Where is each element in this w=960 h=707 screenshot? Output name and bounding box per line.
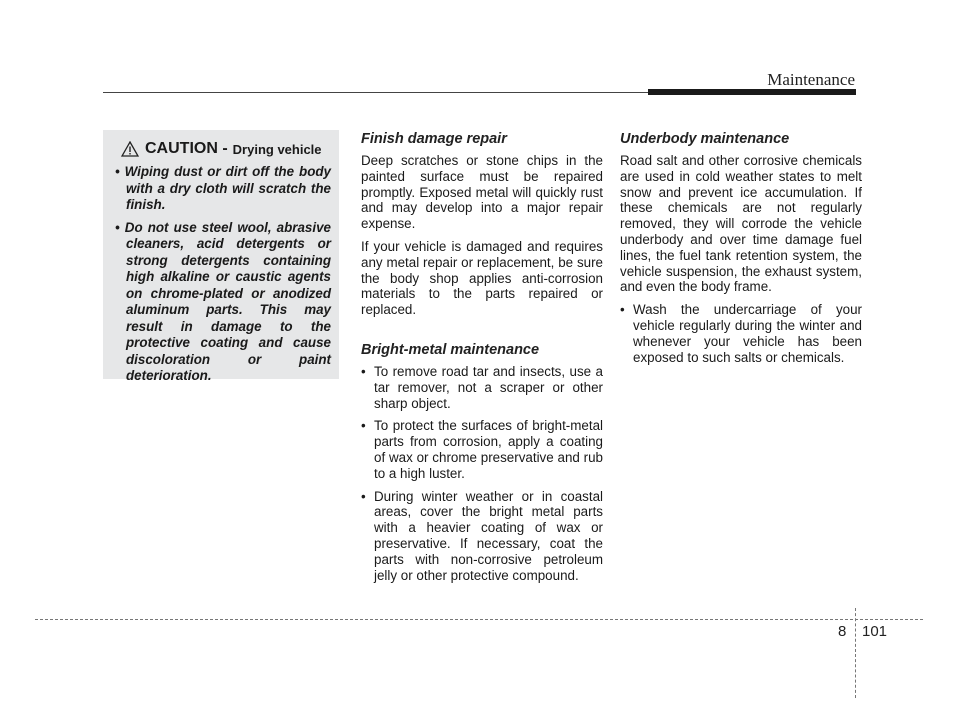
bright-metal-item [361,489,603,584]
caution-box [103,130,339,383]
warning-triangle-icon [121,141,139,157]
underbody-item [620,302,862,365]
bright-metal-item-text: To protect the surfaces of bright-metal parts from corrosion, apply a coating of wax or chrome preservative and rub to a high luster. [374,418,603,481]
finish-paragraph: If your vehicle is damaged and requires any metal repair or replacement, be sure the body shop applies anti-corrosion materials to the parts repaired or replaced. [361,238,603,318]
header-title: Maintenance [767,70,855,89]
underbody-item-text: Wash the undercarriage of your vehicle regularly during the winter and whenever your vehicle has been exposed to such salts or chemicals. [633,302,862,365]
caution-list [115,164,331,385]
caution-item: • Do not use steel wool, abrasive cleaners, acid detergents or strong detergents containing high alkaline or caustic agents on chrome-plated or anodized aluminum parts. This may result in damage to the protective coating and cause discoloration or paint deterioration. [115,219,331,383]
footer-divider [855,608,856,698]
bullet-icon: • [361,363,366,379]
bright-metal-item-text: During winter weather or in coastal areas, cover the bright metal parts with a heavier coating of wax or preservative. If necessary, coat the parts with non-corrosive petroleum jelly or other protective compound. [374,488,603,583]
bright-metal-item-text: To remove road tar and insects, use a tar remover, not a scraper or other sharp object. [374,363,603,411]
caution-item: • Wiping dust or dirt off the body with a dry cloth will scratch the finish. [115,164,331,212]
bullet-icon: • [361,488,366,504]
bullet-icon: • [361,418,366,434]
bright-metal-item [361,418,603,481]
bright-metal-list [361,364,603,583]
caution-subtitle: Drying vehicle [232,141,322,157]
underbody-title: Underbody maintenance [620,131,790,147]
bullet-icon: • [620,302,625,318]
finish-damage-title: Finish damage repair [361,131,507,147]
right-column [620,131,862,372]
bright-metal-title: Bright-metal maintenance [361,341,540,358]
footer-rule [35,619,923,620]
middle-column [361,131,603,590]
finish-paragraph: Deep scratches or stone chips in the painted surface must be repaired promptly. Exposed metal will quickly rust and may develop into a major repair expense. [361,153,603,232]
underbody-list [620,302,862,365]
section-number: 8 [838,623,847,640]
caution-heading [115,140,331,158]
bright-metal-item [361,364,603,411]
caution-label: CAUTION - [145,140,228,157]
underbody-paragraph: Road salt and other corrosive chemicals are used in cold weather states to melt snow and prevent ice accumulation. If these chemicals are not regularly removed, they will corrode the vehicle underbody and over time damage fuel lines, the fuel tank retention system, the vehicle suspension, the exhaust system, and even the body frame. [620,153,862,295]
page-number: 101 [862,623,888,640]
header-bar [648,89,856,95]
